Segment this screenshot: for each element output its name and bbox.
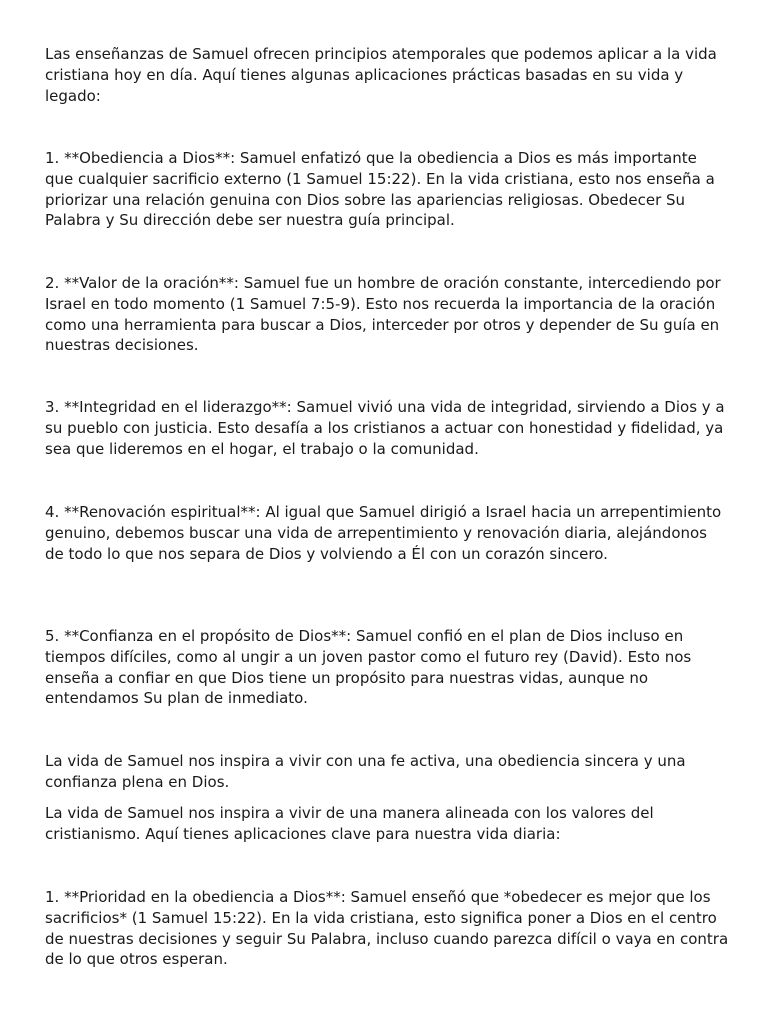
conclusion-paragraph: La vida de Samuel nos inspira a vivir con una fe activa, una obediencia sincera y una confianza plena en Dios. [45,752,686,791]
point-4-renovacion: 4. **Renovación espiritual**: Al igual que Samuel dirigió a Israel hacia un arrepentimiento genuino, debemos buscar una vida de arrepentimiento y renovación diaria, alejándonos de todo lo que nos separa de Dios y volviendo a Él con un corazón sincero. [45,503,722,563]
point-1-obediencia: 1. **Obediencia a Dios**: Samuel enfatizó que la obediencia a Dios es más importante que cualquier sacrificio externo (1 Samuel 15:22). En la vida cristiana, esto nos enseña a priorizar una relación genuina con Dios sobre las apariencias religiosas. Obedecer Su Palabra y Su dirección debe ser nuestra guía principal. [45,149,715,230]
point-2-oracion: 2. **Valor de la oración**: Samuel fue un hombre de oración constante, intercediendo por Israel en todo momento (1 Samuel 7:5-9). Esto nos recuerda la importancia de la oración como una herramienta para buscar a Dios, interceder por otros y depender de Su guía en nuestras decisiones. [45,274,721,355]
point-5-confianza: 5. **Confianza en el propósito de Dios**: Samuel confió en el plan de Dios incluso en tiempos difíciles, como al ungir a un joven pastor como el futuro rey (David). Esto nos enseña a confiar en que Dios tiene un propósito para nuestras vidas, aunque no entendamos Su plan de inmediato. [45,627,692,708]
intro-paragraph: Las enseñanzas de Samuel ofrecen principios atemporales que podemos aplicar a la vida cristiana hoy en día. Aquí tienes algunas aplicaciones prácticas basadas en su vida y legado: [45,45,717,105]
point-3-integridad: 3. **Integridad en el liderazgo**: Samuel vivió una vida de integridad, sirviendo a Dios y a su pueblo con justicia. Esto desafía a los cristianos a actuar con honestidad y fidelidad, ya sea que lideremos en el hogar, el trabajo o la comunidad. [45,398,725,458]
second-intro-paragraph: La vida de Samuel nos inspira a vivir de una manera alineada con los valores del cristianismo. Aquí tienes aplicaciones clave para nuestra vida diaria: [45,804,654,843]
second-point-1-prioridad: 1. **Prioridad en la obediencia a Dios**: Samuel enseñó que *obedecer es mejor que los sacrificios* (1 Samuel 15:22). En la vida cristiana, esto significa poner a Dios en el centro de nuestras decisiones y seguir Su Palabra, incluso cuando parezca difícil o vaya en contra de lo que otros esperan. [45,888,729,969]
